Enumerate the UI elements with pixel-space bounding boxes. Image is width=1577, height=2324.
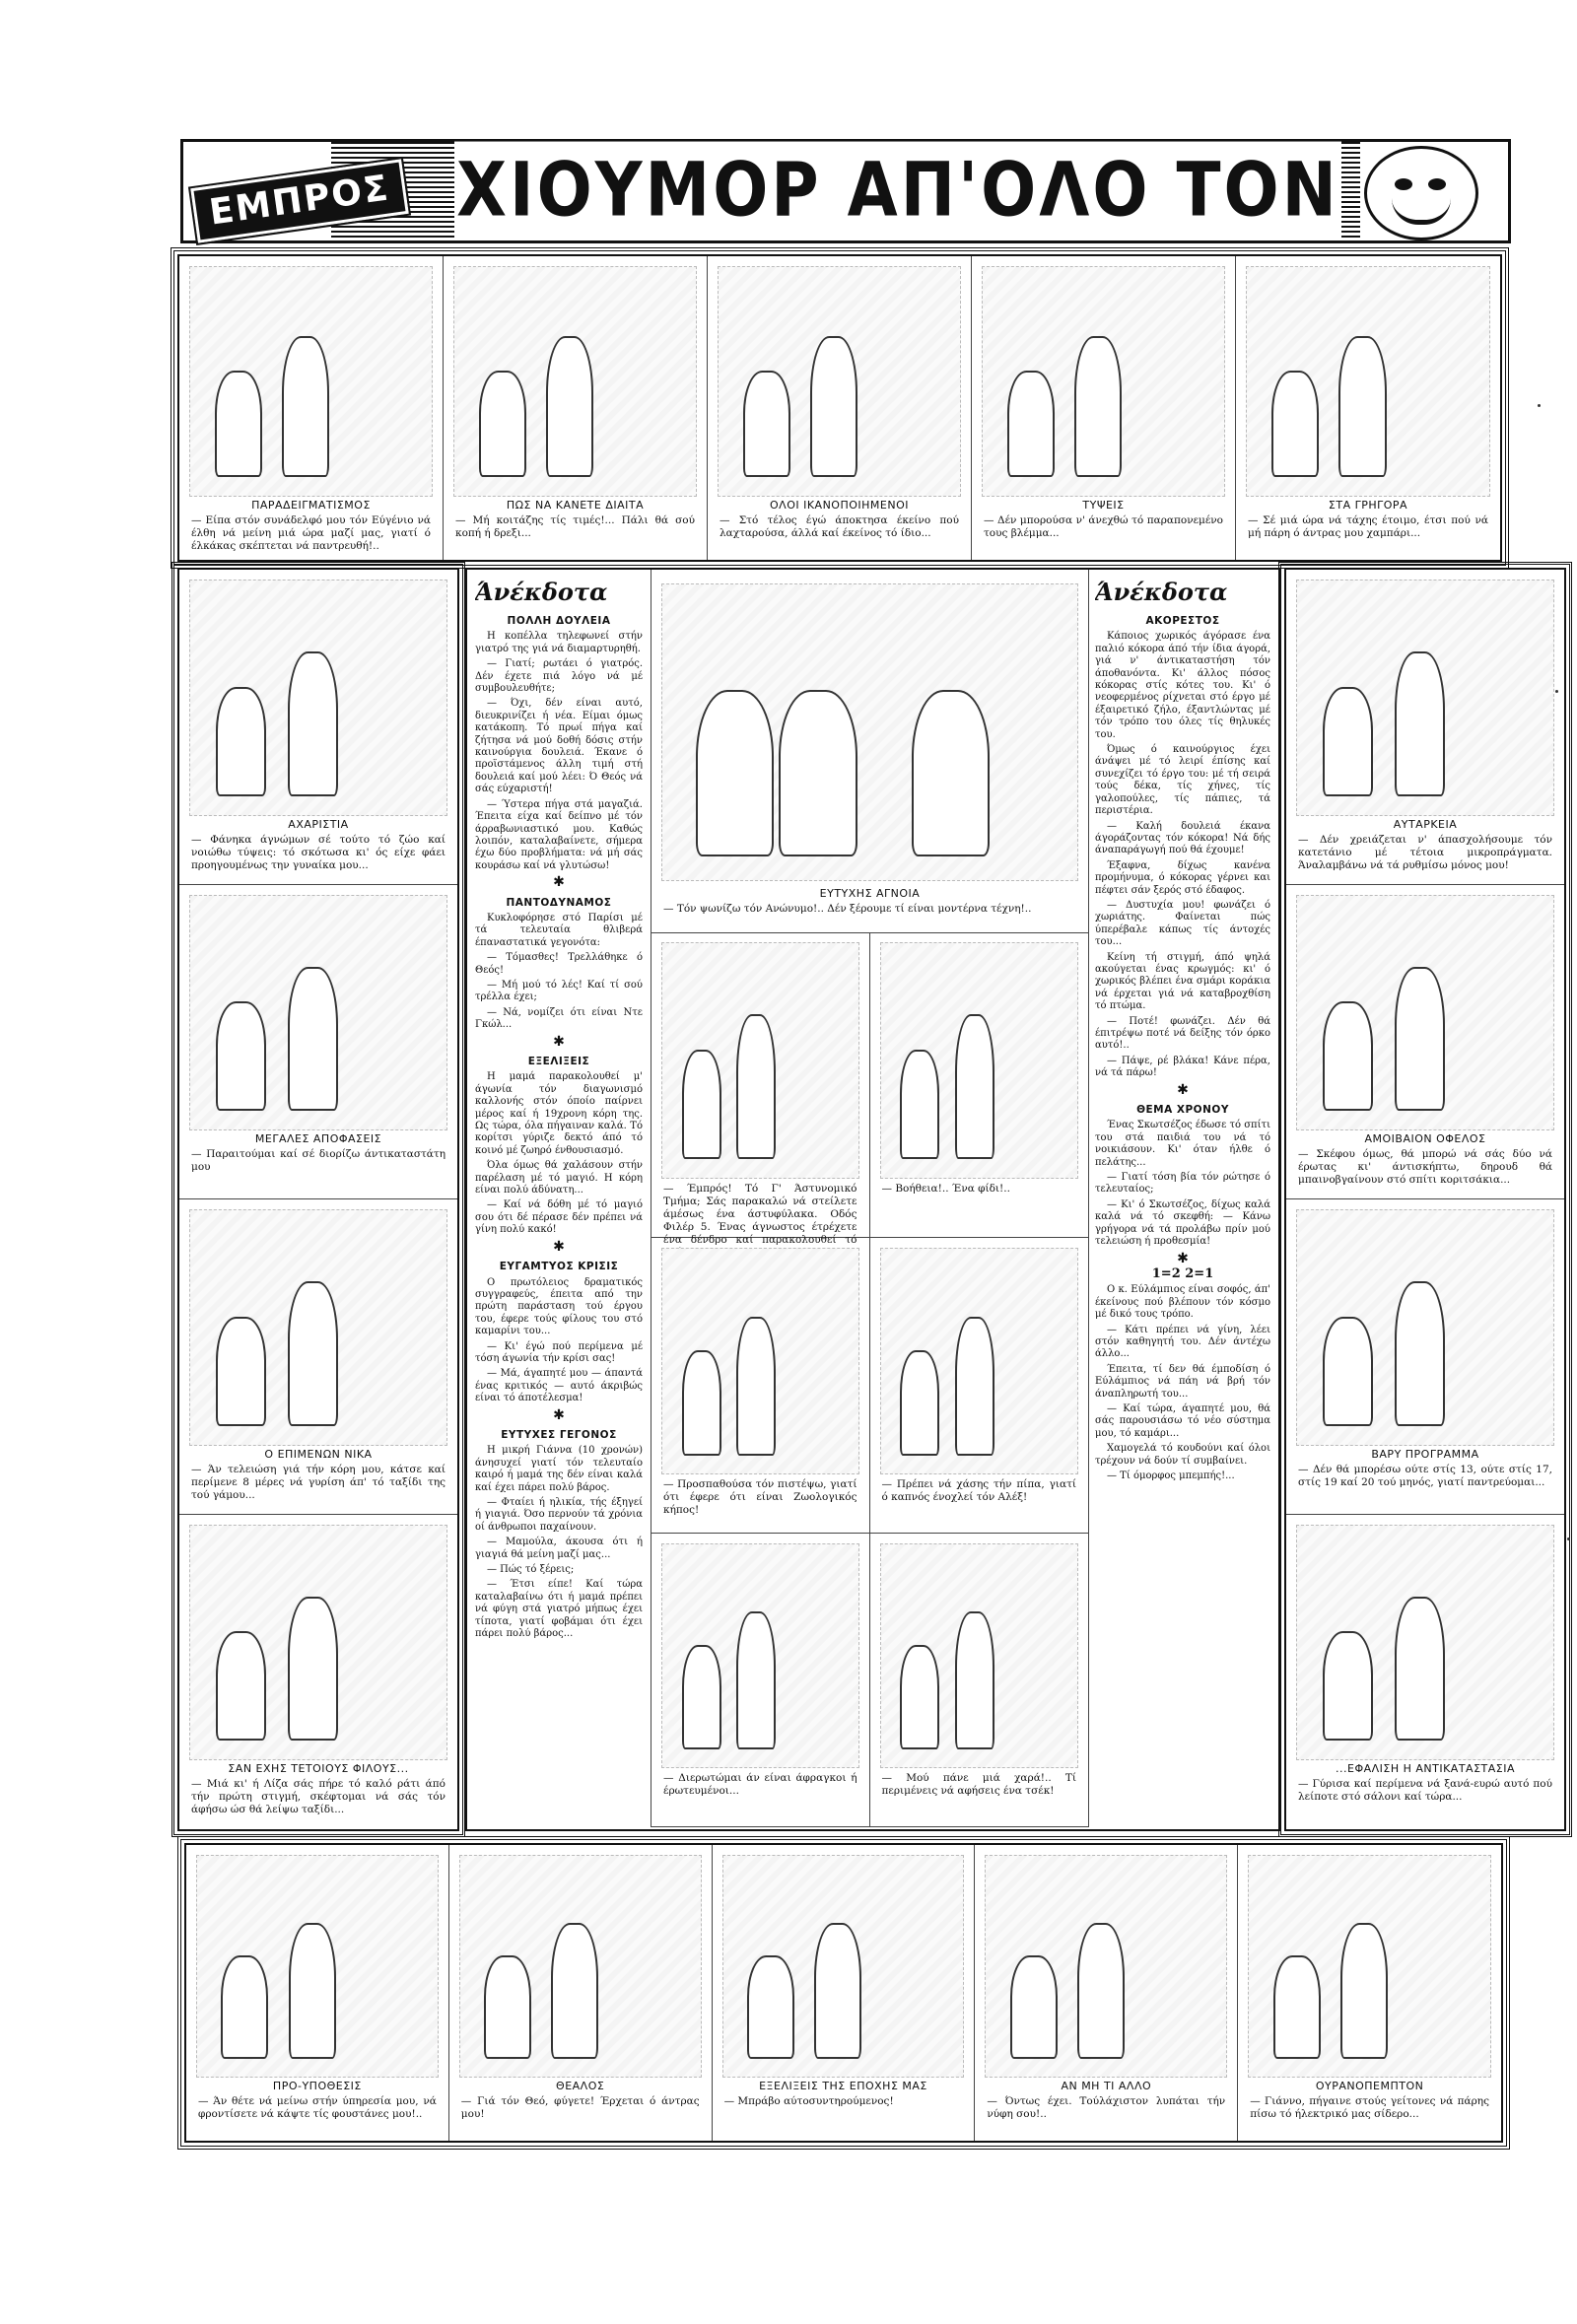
cartoon-title: ΘΕΑΛΟΣ (556, 2080, 605, 2092)
anecdote-paragraph: — Καλή δουλειά έκανα άγοράζοντας τόν κόκορα! Νά δής άναπαράγωγή πού θά έχουμε! (1095, 820, 1270, 856)
anecdote-title: ΘΕΜΑ ΧΡΟΝΟΥ (1136, 1104, 1229, 1117)
anecdote-paragraph: — Καί νά δόθη μέ τό μαγιό σου ότι δέ πέρασε δέν πρέπει νά γίνη πολύ κακό! (475, 1199, 643, 1236)
anecdote-paragraph: — Τί όμορφος μπεμπής!... (1107, 1470, 1235, 1481)
anecdote-title: ΑΚΟΡΕΣΤΟΣ (1145, 615, 1220, 627)
cartoon-figure (1007, 371, 1055, 477)
cartoon-panel (186, 1845, 449, 2141)
anecdote-paragraph: — Γιατί τόση βία τόν ρώτησε ό τελευταίος; (1095, 1172, 1270, 1196)
anecdotes-heading: Άνέκδοτα (1095, 578, 1228, 606)
cartoon-figure (546, 336, 593, 477)
cartoon-caption: — Δέν χρειάζεται ν' άπασχολήσουμε τόν κατετάνιο μέ τέτοια μικροπράγματα. Άναλαμβάνω νά τά ρυθμίσω μόνος μου! (1298, 833, 1552, 871)
cartoon-figure (1395, 1597, 1445, 1742)
cartoon-figure (1323, 687, 1373, 796)
section-divider: ✱ (553, 1033, 565, 1050)
cartoon-caption: — Γύρισα καί περίμενα νά ξανά-ευρώ αυτό πού λείποτε στό σάλονι καί τώρα... (1298, 1778, 1552, 1803)
cartoon-title: Ο ΕΠΙΜΕΝΩΝ ΝΙΚΑ (264, 1447, 373, 1461)
cartoon-figure (736, 1317, 776, 1456)
cartoon-figure (288, 651, 338, 796)
cartoon-title: ΑΝ ΜΗ ΤΙ ΑΛΛΟ (1061, 2080, 1152, 2092)
cartoon-panel (179, 570, 457, 885)
cartoon-caption: — Στό τέλος έγώ άποκτησα έκείνο πού λαχταρούσα, άλλά καί έκείνος τό ίδιο... (720, 514, 959, 539)
anecdote-equation: 1=2 2=1 (1151, 1265, 1214, 1281)
cartoon-artwork (880, 942, 1079, 1179)
cartoon-title: ΕΞΕΛΙΞΕΙΣ ΤΗΣ ΕΠΟΧΗΣ ΜΑΣ (759, 2080, 927, 2092)
cartoon-caption: — Άν τελειώση γιά τήν κόρη μου, κάτσε καί περίμενε 8 μέρες νά γυρίση άπ' τό ταξίδι της τού γάμου... (191, 1463, 446, 1501)
cartoon-panel (449, 1845, 713, 2141)
cartoon-title: ΜΕΓΑΛΕΣ ΑΠΟΦΑΣΕΙΣ (254, 1132, 382, 1145)
anecdote-paragraph: Κυκλοφόρησε στό Παρίσι μέ τά τελευταία θλιβερά έπαναστατικά γεγονότα: (475, 912, 643, 948)
cartoon-panel (1286, 1515, 1564, 1830)
cartoon-artwork (661, 942, 859, 1179)
center-top-cartoon (651, 570, 1089, 933)
cartoon-artwork (718, 266, 961, 497)
anecdote-paragraph: — Καί τώρα, άγαπητέ μου, θά σάς παρουσιάσω τό νέο σύστημα μου, τό καμάρι... (1095, 1402, 1270, 1439)
anecdote-paragraph: — Νά, νομίζει ότι είναι Ντε Γκώλ... (475, 1006, 643, 1031)
section-divider: ✱ (553, 874, 565, 891)
cartoon-caption: — Δέν θά μπορέσω ούτε στίς 13, ούτε στίς 17, στίς 19 καί 20 τού μηνός, γιατί παντρεύομαι... (1298, 1463, 1552, 1488)
cartoon-figure (1074, 336, 1122, 477)
anecdote-paragraph: — Ποτέ! φωνάζει. Δέν θά έπιτρέψω ποτέ νά δείξης τόν όρκο αυτό!.. (1095, 1015, 1270, 1052)
cartoon-caption: — Μπράβο αύτοσυντηρούμενος! (723, 2095, 894, 2107)
cartoon-artwork (880, 1543, 1079, 1768)
cartoon-title: ΣΑΝ ΕΧΗΣ ΤΕΤΟΙΟΥΣ ΦΙΛΟΥΣ... (228, 1762, 409, 1775)
cartoon-panel (179, 1515, 457, 1830)
cartoon-figure (955, 1611, 994, 1749)
cartoon-title: ΠΩΣ ΝΑ ΚΑΝΕΤΕ ΔΙΑΙΤΑ (506, 499, 645, 512)
cartoon-figure (282, 336, 329, 477)
anecdote-paragraph: Κείνη τή στιγμή, άπό ψηλά ακούγεται ένας κρωγμός: κι' ό χωρικός βλέπει ένα σμάρι κοράκια νά έρχεται γιά νά καταβροχθίση τό πτώμα. (1095, 951, 1270, 1012)
anecdote-paragraph: Έπειτα, τί δεν θά έμποδίση ό Εύλάμπιος νά πάη νά βρή τόν άναπληρωτή του... (1095, 1363, 1270, 1400)
cartoon-panel (1236, 256, 1500, 560)
cartoon-artwork (661, 1543, 859, 1768)
cartoon-artwork (189, 1525, 447, 1761)
anecdote-paragraph: — Μά, άγαπητέ μου — άπαντά ένας κριτικός — αυτό άκριβώς είναι τό άποτέλεσμα! (475, 1368, 643, 1404)
cartoon-artwork (722, 1855, 965, 2078)
anecdote-paragraph: Χαμογελά τό κουδούνι καί όλοι τρέχουν νά δούν τί συμβαίνει. (1095, 1443, 1270, 1467)
cartoon-panel (179, 1199, 457, 1515)
anecdote-paragraph: Κάποιος χωρικός άγόρασε ένα παλιό κόκορα άπό τήν ίδια άγορά, γιά ν' άντικαταστήση τόν άποθανόντα. Κι' άλλος πόσος κόκορας στίς κότες του. Κι' ό νεοφερμένος ρίχνεται στό έργο μέ έξαιρετικό ζήλο, έξαντλώντας μέ τόν τρόπο του όλες τίς θηλυκές του. (1095, 631, 1270, 740)
anecdote-paragraph: — Πώς τό ξέρεις; (487, 1564, 575, 1576)
anecdote-paragraph: Ένας Σκωτσέζος έδωσε τό σπίτι του στά παιδιά του νά τό νοικιάσουν. Κι' όταν ήλθε ό πελάτης... (1095, 1120, 1270, 1168)
anecdote-paragraph: Η μαμά παρακολουθεί μ' άγωνία τόν διαγωνισμό καλλονής στόν όποίο παίρνει μέρος καί ή 19χρονη κόρη της. Ως τώρα, όλα πήγαιναν καλά. Τό κορίτσι γύριζε δεκτό άπό τό κοινό μέ ζωηρό ένθουσιασμό. (475, 1071, 643, 1156)
cartoon-title: ...ΕΦΑΛΙΣΗ Η ΑΝΤΙΚΑΤΑΣΤΑΣΙΑ (1336, 1762, 1515, 1775)
cartoon-figure (900, 1050, 939, 1159)
cartoon-title: ΒΑΡΥ ΠΡΟΓΡΑΜΜΑ (1371, 1447, 1479, 1461)
center-section (465, 568, 1280, 1831)
cartoon-figure (955, 1014, 994, 1159)
anecdote-paragraph: Ο πρωτόλειος δραματικός συγγραφεύς, έπειτα από την πρώτη παράσταση τού έργου του, έφερε τούς φίλους του στό καμαρίνι του... (475, 1276, 643, 1337)
section-divider: ✱ (1177, 1250, 1189, 1266)
cartoon-artwork (189, 266, 433, 497)
anecdote-paragraph: Έξαφνα, δίχως κανένα προμήνυμα, ό κόκορας γέρνει και πέφτει σάν ξερός στό έδαφος. (1095, 859, 1270, 896)
cartoon-figure (1077, 1923, 1125, 2059)
cartoon-caption: — Σέ μιά ώρα νά τάχης έτοιμο, έτσι πού νά μή πάρη ό άντρας μου χαμπάρι... (1248, 514, 1488, 539)
anecdote-paragraph: — Όχι, δέν είναι αυτό, διευκρινίζει ή νέα. Είμαι όμως κατάκοπη. Τό πρωί πήγα καί ζήτησα νά μού δοθή δόσις στήν καινούργια δουλειά. Έκανε ό προϊστάμενος άλλη τιμή στή δουλειά καί μού λέει: Ό Θεός νά σάς εύχαριστή! (475, 698, 643, 795)
cartoon-artwork (1246, 266, 1490, 497)
cartoon-panel (870, 1238, 1089, 1534)
cartoon-caption: — Τόν ψωνίζω τόν Ανώνυμο!.. Δέν ξέρουμε τί είναι μοντέρνα τέχνη!.. (663, 903, 1032, 915)
cartoon-panel (179, 885, 457, 1200)
anecdote-title: ΠΟΛΛΗ ΔΟΥΛΕΙΑ (507, 615, 611, 627)
cartoon-panel (1238, 1845, 1501, 2141)
cartoon-caption: — Έμπρός! Τό Γ' Άστυνομικό Τμήμα; Σάς παρακαλώ νά στείλετε άμέσως ένα άστυφύλακα. Οδός Φιλέρ 5. Ένας άγνωστος έτρέχετε ένα δένδρο καί παρακολουθεί τό (663, 1183, 857, 1246)
cartoon-artwork (1296, 1209, 1554, 1446)
cartoon-caption: — Βοήθεια!.. Ένα φίδι!.. (881, 1183, 1010, 1195)
cartoon-caption: — Διερωτώμαι άν είναι άφραγκοι ή έρωτευμένοι... (663, 1772, 857, 1797)
cartoon-caption: — Είπα στόν συνάδελφό μου τόν Εύγένιο νά έλθη νά μείνη μιά ώρα μαζί μας, γιατί ό έλκάκας σκέπτεται νά παντρευθή!.. (191, 514, 431, 552)
cartoon-title: ΣΤΑ ΓΡΗΓΟΡΑ (1328, 499, 1408, 512)
anecdote-title: ΕΥΤΥΧΕΣ ΓΕΓΟΝΟΣ (501, 1428, 617, 1441)
cartoon-title: ΠΡΟ-ΥΠΟΘΕΣΙΣ (272, 2080, 362, 2092)
cartoon-caption: — Μού πάνε μιά χαρά!.. Τί περιμένεις νά αφήσεις ένα τσέκ! (881, 1772, 1076, 1797)
cartoon-artwork (196, 1855, 439, 2078)
cartoon-panel (1286, 885, 1564, 1200)
cartoon-caption: — Μιά κι' ή Λίζα σάς πήρε τό καλό ράτι άπό τήν πρώτη στιγμή, σκέφτομαι νά σάς τόν άφήσω ώσ θά λείψω ταξίδι... (191, 1778, 446, 1815)
cartoon-figure (288, 967, 338, 1112)
globe-face-icon (1364, 146, 1478, 240)
section-divider: ✱ (553, 1406, 565, 1423)
cartoon-caption: — Σκέφου όμως, θά μπορώ νά σάς δύο νά έρωτας κι' άντισκήπτω, δηρουδ θά μπαινοβγαίνουν στό σπίτι κοριτσάκια... (1298, 1148, 1552, 1186)
anecdote-paragraph: — Γιατί; ρωτάει ό γιατρός. Δέν έχετε πιά λόγο νά μέ συμβουλευθήτε; (475, 658, 643, 695)
section-divider: ✱ (553, 1238, 565, 1255)
cartoon-figure (216, 1631, 266, 1741)
cartoon-figure (1323, 1317, 1373, 1426)
cartoon-artwork (1296, 895, 1554, 1131)
cartoon-figure (216, 1001, 266, 1111)
anecdote-title: ΠΑΝΤΟΔΥΝΑΜΟΣ (506, 896, 612, 909)
cartoon-figure (682, 1350, 721, 1456)
masthead (180, 139, 1511, 243)
bottom-cartoon-row (184, 1843, 1503, 2143)
cartoon-panel (651, 932, 870, 1246)
cartoon-figure (484, 1955, 531, 2059)
cartoon-figure (215, 371, 262, 477)
anecdote-paragraph: — Μαμούλα, άκουσα ότι ή γιαγιά θά μείνη μαζί μας... (475, 1537, 643, 1560)
cartoon-caption: — Φάνηκα άγνώμων σέ τούτο τό ζώο καί νοιώθω τύψεις: τό σκότωσα κι' ός είχε φάει προηγουμένως την γυναίκα μου... (191, 833, 446, 871)
anecdote-paragraph: Όμως ό καινούργιος έχει άνάψει μέ τό λειρί έπίσης καί συνεχίζει τό έργο του: μέ τή σειρά τούς δέκα, τίς χήνες, τίς γαλοπούλες, τίς πάπιες, τά περιστέρια. (1095, 744, 1270, 817)
cartoon-panel (1286, 1199, 1564, 1515)
cartoon-caption: — Γιά τόν Θεό, φύγετε! Έρχεται ό άντρας μου! (460, 2095, 700, 2120)
cartoon-figure (900, 1350, 939, 1456)
cartoon-artwork (1248, 1855, 1491, 2078)
cartoon-caption: — Παραιτούμαι καί σέ διορίζω άντικαταστάτη μου (191, 1148, 446, 1173)
cartoon-title: ΕΥΤΥΧΗΣ ΑΓΝΟΙΑ (819, 887, 921, 900)
anecdote-paragraph: — Κι' ό Σκωτσέζος, δίχως καλά καλά νά τό σκεφθή: — Κάνω γρήγορα νά τά προλάβω πρίν μού τελειώση ή προθεσμία! (1095, 1198, 1270, 1248)
cartoon-artwork (661, 583, 1078, 881)
cartoon-figure (955, 1317, 994, 1456)
cartoon-figure (1395, 967, 1445, 1112)
cartoon-panel (975, 1845, 1238, 2141)
cartoon-caption: — Πρέπει νά χάσης τήν πίπα, γιατί ό καπνός ένοχλεί τόν Αλέξ! (881, 1478, 1076, 1503)
cartoon-figure (1010, 1955, 1058, 2059)
cartoon-artwork (880, 1248, 1079, 1474)
cartoon-artwork (661, 1248, 859, 1474)
cartoon-figure (479, 371, 526, 477)
cartoon-caption: — Όντως έχει. Τούλάχιστον λυπάται τήν νύφη σου!.. (987, 2095, 1226, 2120)
cartoon-panel (444, 256, 708, 560)
cartoon-title: ΟΛΟΙ ΙΚΑΝΟΠΟΙΗΜΕΝΟΙ (770, 499, 909, 512)
cartoon-artwork (1296, 1525, 1554, 1761)
cartoon-caption: — Δέν μπορούσα ν' άνεχθώ τό παραπονεμένο τους βλέμμα... (984, 514, 1223, 539)
cartoon-figure (288, 1597, 338, 1742)
right-cartoon-column (1284, 568, 1566, 1831)
cartoon-panel (972, 256, 1236, 560)
anecdote-paragraph: Η μικρή Γιάννα (10 χρονών) άνησυχεί γιατί τόν τελευταίο καιρό ή μαμά της δέν είναι καλά καί έχει πάρει πολύ βάρος. (475, 1445, 643, 1493)
cartoon-title: ΤΥΨΕΙΣ (1082, 499, 1125, 512)
anecdote-paragraph: — Δυστυχία μου! φωνάζει ό χωριάτης. Φαίνεται πώς ύπερέβαλε κάπως τίς άντοχές του... (1095, 899, 1270, 948)
cartoon-figure (551, 1923, 598, 2059)
anecdote-paragraph: — Κι' έγώ πού περίμενα μέ τόση άγωνία τήν κρίσι σας! (475, 1340, 643, 1364)
cartoon-panel (179, 256, 444, 560)
anecdotes-right-column (1095, 578, 1270, 1821)
cartoon-title: ΑΧΑΡΙΣΤΙΑ (288, 817, 349, 831)
cartoon-title: ΠΑΡΑΔΕΙΓΜΑΤΙΣΜΟΣ (251, 499, 371, 512)
cartoon-title: ΑΜΟΙΒΑΙΟΝ ΟΦΕΛΟΣ (1364, 1132, 1486, 1145)
cartoon-figure (682, 1050, 721, 1159)
cartoon-figure (221, 1955, 268, 2059)
anecdote-paragraph: — Κάτι πρέπει νά γίνη, λέει στόν καθηγητή του. Δέν άντέχω άλλο... (1095, 1324, 1270, 1360)
top-cartoon-row (177, 254, 1502, 562)
anecdotes-heading: Άνέκδοτα (475, 578, 608, 606)
anecdote-title: ΕΥΓΑΜΤΥΟΣ ΚΡΙΣΙΣ (499, 1261, 619, 1273)
page-title: ΧΙΟΥΜΟΡ ΑΠ'ΟΛΟ ΤΟΝ (454, 142, 1341, 239)
cartoon-figure (900, 1645, 939, 1749)
cartoon-panel (651, 1534, 870, 1827)
anecdote-paragraph: — Τόμασθες! Τρελλάθηκε ό Θεός! (475, 952, 643, 976)
cartoon-figure (1340, 1923, 1388, 2059)
cartoon-panel (870, 932, 1089, 1238)
cartoon-caption: — Άν θέτε νά μείνω στήν ύπηρεσία μου, νά φροντίσετε νά κάψτε τίς φουστάνες μου!.. (198, 2095, 437, 2120)
cartoon-figure (1395, 1281, 1445, 1426)
cartoon-panel (870, 1534, 1089, 1827)
anecdote-paragraph: — Έτσι είπε! Καί τώρα καταλαβαίνω ότι ή μαμά πρέπει νά φύγη στά γιατρό μήπως έχει τίποτα, γιατί φοβάμαι ότι έχει πάρει πολύ βάρος... (475, 1579, 643, 1640)
cartoon-figure (1323, 1631, 1373, 1741)
anecdote-paragraph: — Φταίει ή ηλικία, τής έξηγεί ή γιαγιά. Όσο περνούν τά χρόνια οί άνθρωποι παχαίνουν. (475, 1497, 643, 1533)
cartoon-artwork (985, 1855, 1227, 2078)
anecdote-paragraph: Η κοπέλλα τηλεφωνεί στήν γιατρό της γιά νά διαμαρτυρηθή. (475, 631, 643, 654)
cartoon-caption: — Προσπαθούσα τόν πιστέψω, γιατί ότι έφερε ότι είναι Ζωολογικός κήπος! (663, 1478, 857, 1516)
cartoon-artwork (1296, 580, 1554, 816)
cartoon-figure (1323, 1001, 1373, 1111)
cartoon-figure (288, 1281, 338, 1426)
cartoon-title: ΑΥΤΑΡΚΕΙΑ (1393, 817, 1458, 831)
anecdote-paragraph: — Ύστερα πήγα στά μαγαζιά. Έπειτα είχα καί δείπνο μέ τόν άρραβωνιαστικό μου. Καθώς λοιπόν, καταλαβαίνετε, σήμερα έχω δύο προβλήματα: νά μή σάς κουράσω καί νά γλυτώσω! (475, 798, 643, 871)
cartoon-panel (713, 1845, 976, 2141)
left-cartoon-column (177, 568, 459, 1831)
anecdote-paragraph: Ο κ. Εύλάμπιος είναι σοφός, άπ' έκείνους πού βλέπουν τόν κόσμο μέ δικό τους τρόπο. (1095, 1284, 1270, 1321)
cartoon-figure (743, 371, 790, 477)
section-divider: ✱ (1177, 1081, 1189, 1098)
cartoon-caption: — Γιάννο, πήγαινε στούς γείτονες νά πάρης πίσω τό ήλεκτρικό μας σίδερο... (1250, 2095, 1489, 2120)
cartoon-caption: — Μή κοιτάζης τίς τιμές!... Πάλι θά σού κοπή ή δρεξι... (455, 514, 695, 539)
cartoon-figure (289, 1923, 336, 2059)
cartoon-figure (1338, 336, 1386, 477)
cartoon-figure (216, 687, 266, 796)
anecdote-paragraph: — Πάψε, ρέ βλάκα! Κάνε πέρα, νά τά πάρω! (1095, 1055, 1270, 1079)
anecdote-paragraph: Όλα όμως θά χαλάσουν στήν παρέλαση μέ τό μαγιό. Η κόρη είναι πολύ άδύνατη... (475, 1160, 643, 1196)
cartoon-figure (1395, 651, 1445, 796)
cartoon-figure (216, 1317, 266, 1426)
cartoon-figure (810, 336, 857, 477)
cartoon-panel (708, 256, 972, 560)
cartoon-artwork (189, 895, 447, 1131)
cartoon-figure (1273, 1955, 1321, 2059)
cartoon-artwork (459, 1855, 702, 2078)
cartoon-figure (747, 1955, 794, 2059)
cartoon-artwork (982, 266, 1225, 497)
center-cartoon-grid (651, 932, 1089, 1827)
anecdote-paragraph: — Μή μού τό λές! Καί τί σού τρέλλα έχει; (475, 979, 643, 1003)
cartoon-panel (651, 1238, 870, 1534)
newspaper-brand: ΕΜΠΡΟΣ (190, 159, 409, 243)
cartoon-figure (736, 1014, 776, 1159)
anecdote-title: ΕΞΕΛΙΞΕΙΣ (527, 1056, 590, 1067)
cartoon-figure (1271, 371, 1319, 477)
cartoon-artwork (189, 580, 447, 816)
cartoon-figure (682, 1645, 721, 1749)
cartoon-artwork (453, 266, 697, 497)
cartoon-title: ΟΥΡΑΝΟΠΕΜΠΤΟΝ (1315, 2080, 1424, 2092)
anecdotes-left-column (475, 578, 643, 1821)
cartoon-figure (736, 1611, 776, 1749)
cartoon-figure (814, 1923, 861, 2059)
cartoon-panel (1286, 570, 1564, 885)
cartoon-artwork (189, 1209, 447, 1446)
